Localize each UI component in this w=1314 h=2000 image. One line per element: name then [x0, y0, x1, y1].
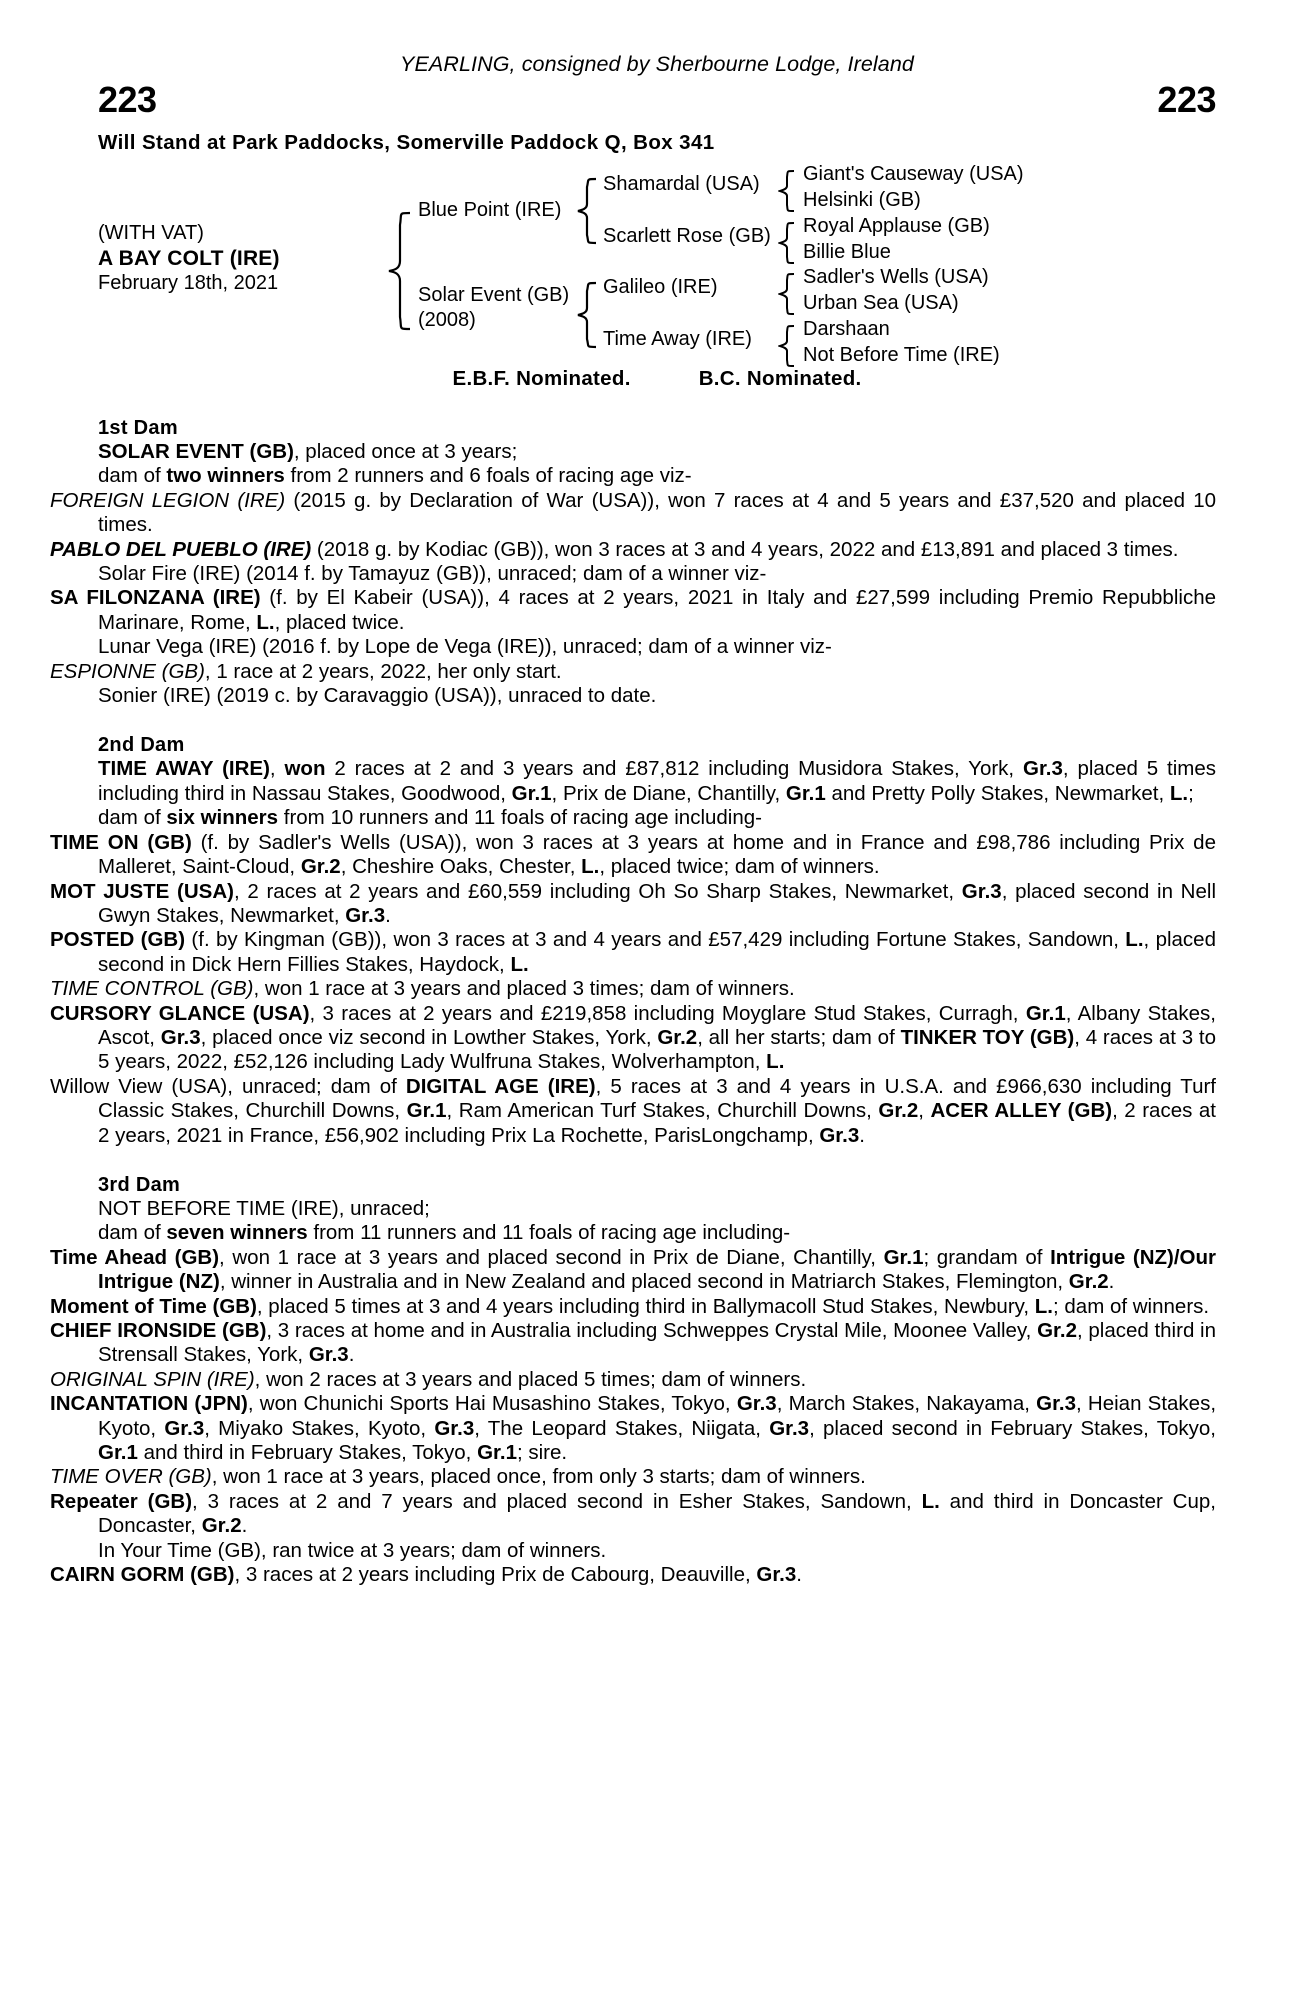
brace-dam [576, 281, 598, 351]
great-grandparents-1 [803, 161, 1024, 213]
progeny-line: Sonier (IRE) (2019 c. by Caravaggio (USA)), unraced to date. [98, 684, 657, 708]
brace-gp4 [778, 324, 796, 368]
progeny-line: MOT JUSTE (USA), 2 races at 2 years and £60,559 including Oh So Sharp Stakes, Newmarket, Gr.3, placed second in Nell Gwyn Stakes, Newmarket, Gr.3. [50, 879, 1216, 927]
dam-line: dam of seven winners from 11 runners and 11 foals of racing age including- [98, 1221, 791, 1245]
subject-description: A BAY COLT (IRE) [98, 247, 280, 270]
progeny-line: TIME CONTROL (GB), won 1 race at 3 years and placed 3 times; dam of winners. [50, 977, 795, 1001]
progeny-line: SA FILONZANA (IRE) (f. by El Kabeir (USA)), 4 races at 2 years, 2021 in Italy and £27,599 including Premio Repubbliche Marinare, Rome, L., placed twice. [50, 586, 1216, 634]
gg-3a: Sadler's Wells (USA) [803, 266, 989, 288]
dam-name: Solar Event (GB) [418, 284, 570, 306]
vat-note: (WITH VAT) [98, 222, 204, 244]
brace-gp2 [778, 221, 796, 265]
great-grandparents-4 [803, 316, 1000, 368]
dam-line: dam of two winners from 2 runners and 6 foals of racing age viz- [98, 464, 692, 488]
ebf-nominated: E.B.F. Nominated. [452, 367, 631, 390]
progeny-line: ESPIONNE (GB), 1 race at 2 years, 2022, her only start. [50, 659, 562, 683]
brace-sire [576, 177, 598, 247]
granddam-dam: Time Away (IRE) [603, 328, 752, 350]
dam-section-2 [50, 734, 1217, 1148]
dam-block [418, 283, 569, 333]
stand-at-line: Will Stand at Park Paddocks, Somerville Paddock Q, Box 341 [98, 131, 715, 154]
progeny-line: POSTED (GB) (f. by Kingman (GB)), won 3 races at 3 and 4 years and £57,429 including Fortune Stakes, Sandown, L., placed second in Dick Hern Fillies Stakes, Haydock, L. [50, 928, 1216, 976]
great-grandparents-3 [803, 264, 989, 316]
gg-4b: Not Before Time (IRE) [803, 344, 1000, 366]
progeny-line: ORIGINAL SPIN (IRE), won 2 races at 3 years and placed 5 times; dam of winners. [50, 1367, 807, 1391]
progeny-line: Solar Fire (IRE) (2014 f. by Tamayuz (GB)), unraced; dam of a winner viz- [98, 562, 767, 586]
bc-nominated: B.C. Nominated. [698, 367, 862, 390]
granddam-sire: Galileo (IRE) [603, 276, 718, 298]
progeny-line: In Your Time (GB), ran twice at 3 years; dam of winners. [98, 1538, 607, 1562]
dam-year: (2008) [418, 309, 476, 331]
grandsire-sire: Shamardal (USA) [603, 173, 760, 195]
nomination-line [98, 367, 1216, 391]
dam-line: TIME AWAY (IRE), won 2 races at 2 and 3 years and £87,812 including Musidora Stakes, York, Gr.3, placed 5 times including third in Nassau Stakes, Goodwood, Gr.1, Prix de Diane, Chantilly, Gr.1 and Pretty Polly Stakes, Newmarket, L.; [98, 757, 1216, 805]
progeny-line: CAIRN GORM (GB), 3 races at 2 years including Prix de Cabourg, Deauville, Gr.3. [50, 1563, 802, 1587]
progeny-line: PABLO DEL PUEBLO (IRE) (2018 g. by Kodiac (GB)), won 3 races at 3 and 4 years, 2022 and £13,891 and placed 3 times. [50, 537, 1179, 561]
progeny-line: INCANTATION (JPN), won Chunichi Sports Hai Musashino Stakes, Tokyo, Gr.3, March Stakes, Nakayama, Gr.3, Heian Stakes, Kyoto, Gr.3, Miyako Stakes, Kyoto, Gr.3, The Leopard Stakes, Niigata, Gr.3, placed second in February Stakes, Tokyo, Gr.1 and third in February Stakes, Tokyo, Gr.1; sire. [50, 1392, 1217, 1465]
sire-name: Blue Point (IRE) [418, 199, 562, 221]
dam-section-3 [50, 1173, 1217, 1588]
dam-heading-2: 2nd Dam [98, 734, 185, 757]
gg-2b: Billie Blue [803, 241, 891, 263]
progeny-line: TIME ON (GB) (f. by Sadler's Wells (USA)), won 3 races at 3 years at home and in France and £98,786 including Prix de Malleret, Saint-Cloud, Gr.2, Cheshire Oaks, Chester, L., placed twice; dam of winners. [50, 830, 1216, 879]
dam-line: SOLAR EVENT (GB), placed once at 3 years; [98, 440, 518, 463]
dam-line: NOT BEFORE TIME (IRE), unraced; [98, 1196, 430, 1220]
consignor-line: YEARLING, consigned by Sherbourne Lodge, Ireland [400, 52, 914, 76]
progeny-line: Time Ahead (GB), won 1 race at 3 years and placed second in Prix de Diane, Chantilly, Gr.1; grandam of Intrigue (NZ)/Our Intrigue (NZ), winner in Australia and in New Zealand and placed second in Matriarch Stakes, Flemington, Gr.2. [50, 1245, 1216, 1294]
pedigree-subject-block [98, 221, 348, 296]
lot-number-right: 223 [1157, 79, 1216, 120]
progeny-line: FOREIGN LEGION (IRE) (2015 g. by Declaration of War (USA)), won 7 races at 4 and 5 years and £37,520 and placed 10 times. [50, 488, 1217, 537]
dam-heading-3: 3rd Dam [98, 1173, 181, 1196]
gg-2a: Royal Applause (GB) [803, 215, 990, 237]
progeny-line: Willow View (USA), unraced; dam of DIGITAL AGE (IRE), 5 races at 3 and 4 years in U.S.A. and £966,630 including Turf Classic Stakes, Churchill Downs, Gr.1, Ram American Turf Stakes, Churchill Downs, Gr.2, ACER ALLEY (GB), 2 races at 2 years, 2021 in France, £56,902 including Prix La Rochette, ParisLongchamp, Gr.3. [50, 1074, 1216, 1147]
grandsire-dam: Scarlett Rose (GB) [603, 225, 771, 247]
progeny-line: Lunar Vega (IRE) (2016 f. by Lope de Vega (IRE)), unraced; dam of a winner viz- [98, 635, 832, 659]
progeny-line: Repeater (GB), 3 races at 2 and 7 years and placed second in Esher Stakes, Sandown, L. and third in Doncaster Cup, Doncaster, Gr.2. [50, 1489, 1216, 1538]
gg-4a: Darshaan [803, 318, 890, 340]
progeny-line: CHIEF IRONSIDE (GB), 3 races at home and in Australia including Schweppes Crystal Mile, Moonee Valley, Gr.2, placed third in Strensall Stakes, York, Gr.3. [50, 1319, 1216, 1367]
gg-1b: Helsinki (GB) [803, 189, 921, 211]
lot-number-left: 223 [98, 79, 157, 120]
dam-line: dam of six winners from 10 runners and 11 foals of racing age including- [98, 806, 762, 830]
brace-gp3 [778, 272, 796, 316]
lot-number-row [98, 79, 1216, 121]
progeny-line: TIME OVER (GB), won 1 race at 3 years, placed once, from only 3 starts; dam of winners. [50, 1465, 866, 1489]
dam-section-1 [50, 417, 1217, 708]
brace-outer [386, 211, 412, 331]
pedigree-table [98, 163, 1216, 366]
subject-foaling-date: February 18th, 2021 [98, 272, 279, 294]
progeny-line: CURSORY GLANCE (USA), 3 races at 2 years and £219,858 including Moyglare Stud Stakes, Curragh, Gr.1, Albany Stakes, Ascot, Gr.3, placed once viz second in Lowther Stakes, York, Gr.2, all her starts; dam of TINKER TOY (GB), 4 races at 3 to 5 years, 2022, £52,126 including Lady Wulfruna Stakes, Wolverhampton, L. [50, 1001, 1217, 1074]
gg-3b: Urban Sea (USA) [803, 292, 959, 314]
dam-heading-1: 1st Dam [98, 417, 178, 439]
brace-gp1 [778, 169, 796, 213]
progeny-line: Moment of Time (GB), placed 5 times at 3 and 4 years including third in Ballymacoll Stud Stakes, Newbury, L.; dam of winners. [50, 1294, 1210, 1318]
gg-1a: Giant's Causeway (USA) [803, 163, 1024, 185]
great-grandparents-2 [803, 213, 990, 265]
